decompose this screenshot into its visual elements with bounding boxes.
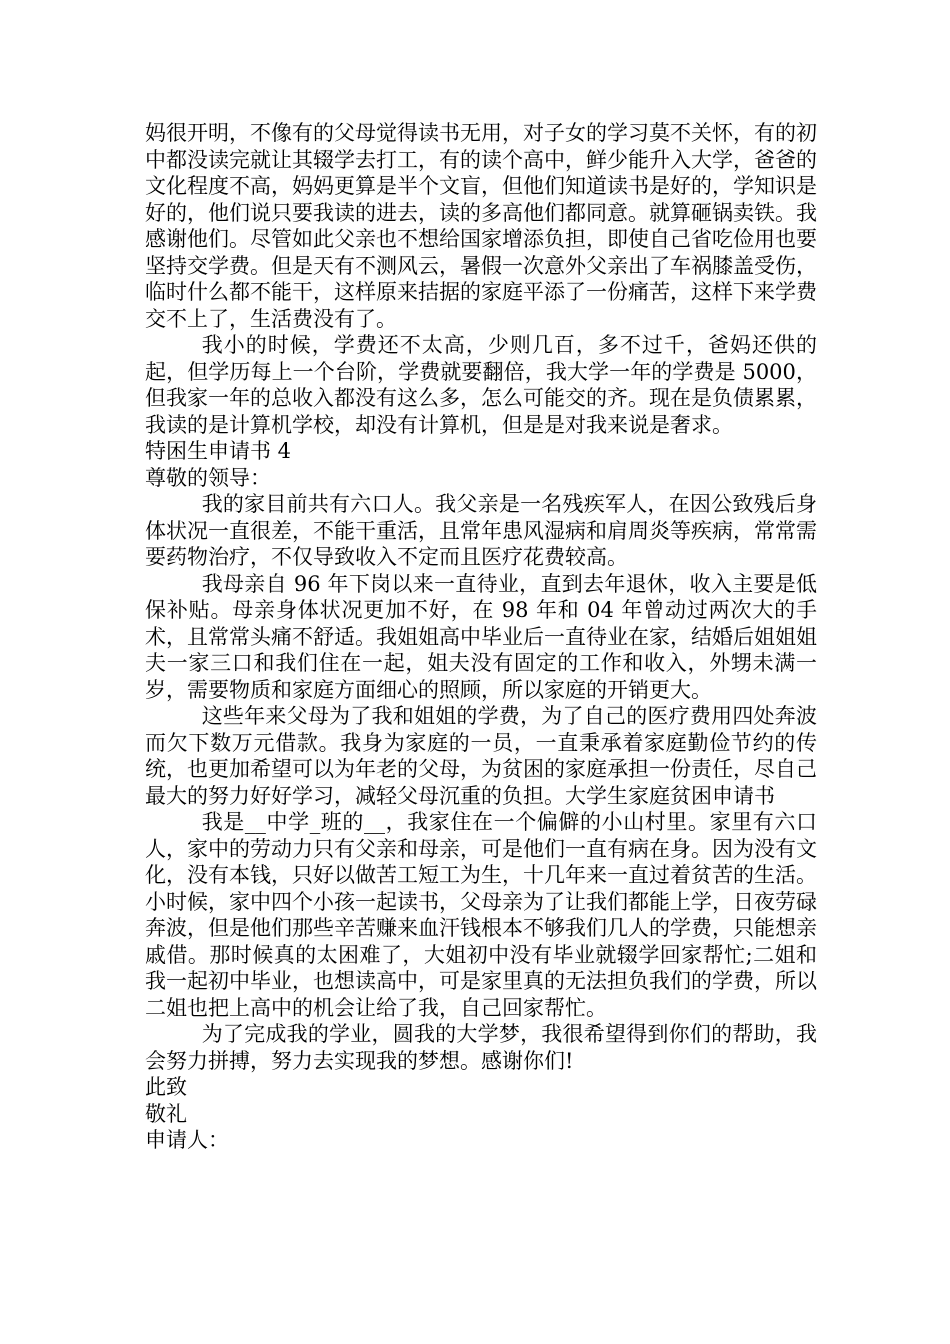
closing-salute: 敬礼 [145, 1101, 187, 1126]
paragraph-continuation: 妈很开明，不像有的父母觉得读书无用，对子女的学习莫不关怀，有的初中都没读完就让其辍学去打工，有的读个高中，鲜少能升入大学，爸爸的文化程度不高，妈妈更算是半个文盲，但他们知道读书是好的，学知识是好的，他们说只要我读的进去，读的多高他们都同意。就算砸锅卖铁。我感谢他们。尽管如此父亲也不想给国家增添负担，即使自己省吃俭用也要坚持交学费。但是天有不测风云，暑假一次意外父亲出了车祸膝盖受伤，临时什么都不能干，这样原来拮据的家庭平添了一份痛苦，这样下来学费交不上了，生活费没有了。 [145, 121, 817, 331]
paragraph-dream: 为了完成我的学业，圆我的大学梦，我很希望得到你们的帮助，我会努力拼搏，努力去实现我的梦想。感谢你们! [145, 1022, 817, 1073]
salutation: 尊敬的领导： [145, 465, 271, 490]
document-body [145, 120, 817, 1154]
applicant-signature-line: 申请人： [145, 1128, 229, 1152]
paragraph-childhood: 我小的时候，学费还不太高，少则几百，多不过千，爸妈还供的起，但学历每上一个台阶，学费就要翻倍，我大学一年的学费是 5000，但我家一年的总收入都没有这么多，怎么可能交的齐。现在是负债累累，我读的是计算机学校，却没有计算机，但是是对我来说是奢求。 [145, 333, 817, 437]
document-title: 特困生申请书 4 [145, 439, 292, 463]
paragraph-family: 我的家目前共有六口人。我父亲是一名残疾军人，在因公致残后身体状况一直很差，不能干重活，且常年患风湿病和肩周炎等疾病，常常需要药物治疗，不仅导致收入不定而且医疗花费较高。 [145, 492, 817, 569]
closing-regards: 此致 [145, 1075, 187, 1099]
paragraph-mother: 我母亲自 96 年下岗以来一直待业，直到去年退休，收入主要是低保补贴。母亲身体状况更加不好，在 98 年和 04 年曾动过两次大的手术，且常常头痛不舒适。我姐姐高中毕业后一直待业在家，结婚后姐姐姐夫一家三口和我们住在一起，姐夫没有固定的工作和收入，外甥未满一岁，需要物质和家庭方面细心的照顾，所以家庭的开销更大。 [145, 571, 817, 702]
paragraph-debt: 这些年来父母为了我和姐姐的学费，为了自己的医疗费用四处奔波而欠下数万元借款。我身为家庭的一员，一直秉承着家庭勤俭节约的传统，也更加希望可以为年老的父母，为贫困的家庭承担一份责任，尽自己最大的努力好好学习，减轻父母沉重的负担。大学生家庭贫困申请书 [145, 704, 817, 808]
paragraph-village: 我是__中学_班的__，我家住在一个偏僻的小山村里。家里有六口人，家中的劳动力只有父亲和母亲，可是他们一直有病在身。因为没有文化，没有本钱，只好以做苦工短工为生，十几年来一直过着贫苦的生活。小时候，家中四个小孩一起读书，父母亲为了让我们都能上学，日夜劳碌奔波，但是他们那些辛苦赚来血汗钱根本不够我们几人的学费，只能想亲戚借。那时候真的太困难了，大姐初中没有毕业就辍学回家帮忙;二姐和我一起初中毕业，也想读高中，可是家里真的无法担负我们的学费，所以二姐也把上高中的机会让给了我，自己回家帮忙。 [145, 810, 817, 1020]
